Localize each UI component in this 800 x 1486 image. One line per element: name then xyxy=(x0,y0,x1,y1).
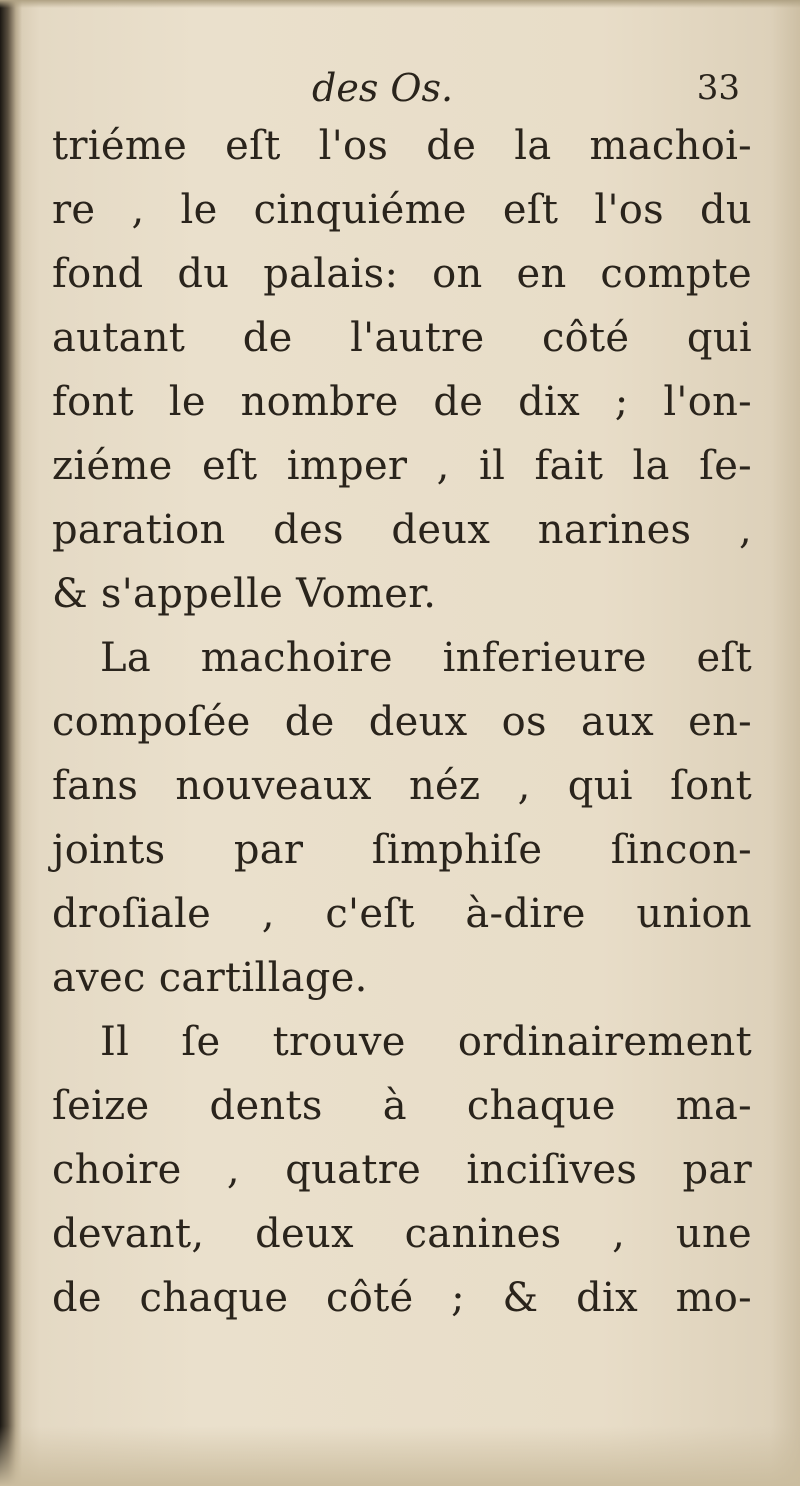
body-text xyxy=(52,114,752,1330)
text-line: re , le cinquiéme eſt l'os du xyxy=(52,187,752,233)
paragraph-start-line: La machoire inferieure eſt xyxy=(100,635,752,681)
text-line: autant de l'autre côté qui xyxy=(52,315,752,361)
text-line: choire , quatre inciſives par xyxy=(52,1147,752,1193)
text-line: triéme eſt l'os de la machoi- xyxy=(52,123,752,169)
text-line: droſiale , c'eſt à-dire union xyxy=(52,891,752,937)
page-number: 33 xyxy=(696,68,740,108)
text-line: fans nouveaux néz , qui ſont xyxy=(52,763,752,809)
paragraph-start-line: Il ſe trouve ordinairement xyxy=(100,1019,752,1065)
text-line: & s'appelle Vomer. xyxy=(52,571,437,617)
text-line: compoſée de deux os aux en- xyxy=(52,699,752,745)
text-line: joints par ſimphiſe ſincon- xyxy=(52,827,752,873)
text-line: ziéme eſt imper , il fait la ſe- xyxy=(52,443,752,489)
page-top-shadow xyxy=(0,0,800,8)
binding-edge xyxy=(0,0,22,1486)
text-line: paration des deux narines , xyxy=(52,507,752,553)
text-line: font le nombre de dix ; l'on- xyxy=(52,379,752,425)
running-head: des Os. xyxy=(312,66,454,110)
text-line: de chaque côté ; & dix mo- xyxy=(52,1275,752,1321)
text-line: ſeize dents à chaque ma- xyxy=(52,1083,752,1129)
text-line: fond du palais: on en compte xyxy=(52,251,752,297)
text-line: devant, deux canines , une xyxy=(52,1211,752,1257)
page-bottom-shadow xyxy=(0,1426,800,1486)
text-line: avec cartillage. xyxy=(52,955,368,1001)
page-header xyxy=(50,60,750,116)
